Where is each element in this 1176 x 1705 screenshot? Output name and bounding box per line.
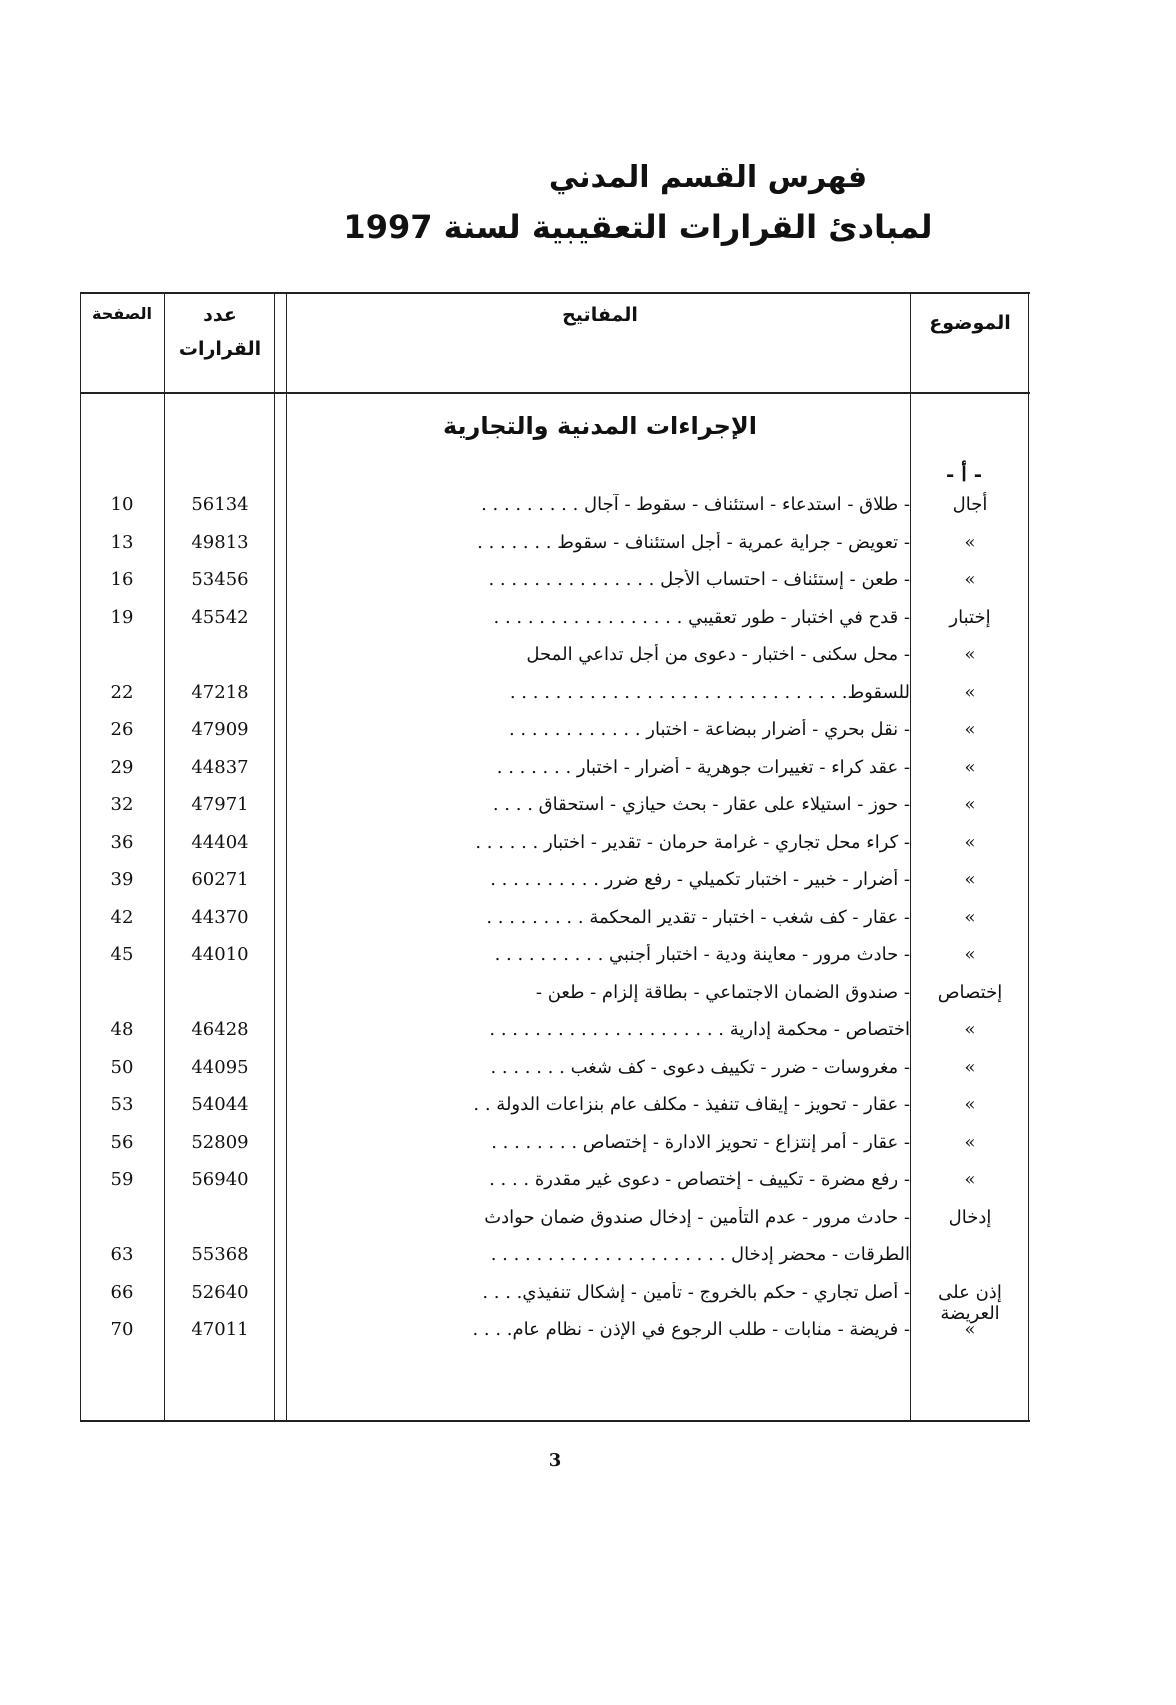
count-cell: 53456 — [191, 569, 249, 590]
keywords-cell: - كراء محل تجاري - غرامة حرمان - تقدير - اختبار . . . . . . — [475, 831, 910, 853]
table-row — [80, 757, 1030, 795]
subject-cell: أجال — [952, 494, 988, 515]
count-cell: 52809 — [191, 1131, 249, 1153]
page-cell: 26 — [110, 719, 134, 740]
count-cell: 49813 — [191, 531, 249, 553]
page-cell: 56 — [110, 1131, 134, 1153]
page-cell: 48 — [110, 1019, 134, 1040]
keywords-cell: - محل سكنى - اختبار - دعوى من أجل تداعي المحل — [526, 644, 910, 665]
keywords-cell: - مغروسات - ضرر - تكييف دعوى - كف شغب . . . . . . . — [490, 1056, 910, 1078]
table-row — [80, 1169, 1030, 1207]
keywords-cell: - فريضة - منابات - طلب الرجوع في الإذن - نظام عام. . . . — [472, 1319, 910, 1340]
keywords-cell: - حوز - استيلاء على عقار - بحث حيازي - استحقاق . . . . — [492, 794, 910, 815]
keywords-cell: - أضرار - خبير - اختبار تكميلي - رفع ضرر . . . . . . . . . . — [490, 869, 910, 890]
page-cell: 19 — [110, 606, 134, 628]
count-cell: 44837 — [191, 756, 249, 778]
table-row — [80, 982, 1030, 1020]
keywords-cell: - أصل تجاري - حكم بالخروج - تأمين - إشكال تنفيذي. . . . — [482, 1281, 910, 1303]
page-cell: 36 — [110, 831, 134, 853]
table-row — [80, 569, 1030, 607]
subject-cell: » — [964, 831, 976, 853]
count-cell: 46428 — [191, 1019, 249, 1040]
keywords-cell: - تعويض - جراية عمرية - أجل استئناف - سقوط . . . . . . . — [477, 531, 910, 553]
keywords-cell: - قدح في اختبار - طور تعقيبي . . . . . . . . . . . . . . . . . — [493, 606, 910, 628]
keywords-cell: - طلاق - استدعاء - استئناف - سقوط - آجال . . . . . . . . . — [481, 494, 910, 515]
keywords-cell: - عقد كراء - تغييرات جوهرية - أضرار - اختبار . . . . . . . — [496, 756, 910, 778]
page-cell: 53 — [110, 1094, 134, 1115]
page-cell: 22 — [110, 681, 134, 703]
keywords-cell: - عقار - أمر إنتزاع - تحويز الادارة - إختصاص . . . . . . . . — [491, 1131, 910, 1153]
count-cell: 47218 — [191, 681, 249, 703]
table-row — [80, 1057, 1030, 1095]
count-cell: 54044 — [191, 1094, 249, 1115]
letter-heading: - أ - — [945, 462, 983, 486]
keywords-cell: - طعن - إستئناف - احتساب الأجل . . . . . . . . . . . . . . . — [488, 569, 910, 590]
page-cell: 29 — [110, 756, 134, 778]
keywords-cell: - حادث مرور - عدم التأمين - إدخال صندوق ضمان حوادث — [484, 1206, 910, 1228]
table-row — [80, 944, 1030, 982]
count-cell: 56940 — [191, 1169, 249, 1190]
page-cell: 45 — [110, 944, 134, 965]
table-row — [80, 1281, 1030, 1324]
page-cell: 10 — [110, 494, 134, 515]
table-row — [80, 1132, 1030, 1170]
count-cell: 44095 — [191, 1056, 249, 1078]
table-row — [80, 832, 1030, 870]
page-cell: 16 — [110, 569, 134, 590]
subject-cell: » — [964, 906, 976, 928]
count-cell: 47971 — [191, 794, 249, 815]
subject-cell: » — [964, 794, 976, 815]
table-row — [80, 1019, 1030, 1057]
subject-cell: » — [964, 1169, 976, 1190]
table-row — [80, 607, 1030, 645]
table-row — [80, 869, 1030, 907]
subject-cell: » — [964, 944, 976, 965]
keywords-cell: اختصاص - محكمة إدارية . . . . . . . . . . . . . . . . . . . . . — [489, 1019, 910, 1040]
subject-cell: » — [964, 644, 976, 665]
page-cell: 66 — [110, 1281, 134, 1303]
keywords-cell: - صندوق الضمان الاجتماعي - بطاقة إلزام - طعن - — [535, 981, 910, 1003]
subject-cell: » — [964, 1056, 976, 1078]
table-row — [80, 682, 1030, 720]
table-row — [80, 532, 1030, 570]
page-cell: 59 — [110, 1169, 134, 1190]
page-cell: 13 — [110, 531, 134, 553]
index-table — [80, 292, 1030, 1422]
table-row — [80, 1319, 1030, 1357]
subject-cell: » — [964, 869, 976, 890]
subject-cell: » — [964, 1319, 976, 1340]
header-count: عدد — [203, 304, 237, 326]
keywords-cell: - عقار - كف شغب - اختبار - تقدير المحكمة . . . . . . . . . — [486, 906, 910, 928]
page-cell: 50 — [110, 1056, 134, 1078]
table-row — [80, 907, 1030, 945]
keywords-cell: - نقل بحري - أضرار ببضاعة - اختبار . . . . . . . . . . . . — [508, 719, 910, 740]
subject-cell: إذن على العريضة — [938, 1281, 1002, 1324]
table-row — [80, 1094, 1030, 1132]
keywords-cell: - رفع مضرة - تكييف - إختصاص - دعوى غير مقدرة . . . . — [489, 1169, 910, 1190]
header-count-2: القرارات — [178, 338, 262, 360]
count-cell: 44370 — [191, 906, 249, 928]
keywords-cell: - حادث مرور - معاينة ودية - اختبار أجنبي . . . . . . . . . . — [494, 944, 910, 965]
subject-cell: إختبار — [949, 606, 991, 628]
table-row — [80, 719, 1030, 757]
table-row — [80, 1207, 1030, 1245]
table-row — [80, 1244, 1030, 1282]
keywords-cell: للسقوط. . . . . . . . . . . . . . . . . . . . . . . . . . . . . . — [509, 681, 910, 703]
page-cell: 32 — [110, 794, 134, 815]
count-cell: 45542 — [191, 606, 249, 628]
keywords-cell: - عقار - تحويز - إيقاف تنفيذ - مكلف عام بنزاعات الدولة . . — [473, 1094, 910, 1115]
count-cell: 44404 — [191, 831, 249, 853]
subject-cell: » — [964, 756, 976, 778]
page-number: 3 — [548, 1450, 562, 1471]
count-cell: 47011 — [191, 1319, 249, 1340]
page-cell: 70 — [110, 1319, 134, 1340]
table-row — [80, 644, 1030, 682]
subject-cell: » — [964, 531, 976, 553]
count-cell: 56134 — [191, 494, 249, 515]
subject-cell: إختصاص — [937, 981, 1003, 1003]
table-row — [80, 494, 1030, 532]
page-cell: 63 — [110, 1244, 134, 1265]
count-cell: 44010 — [191, 944, 249, 965]
header-page: الصفحة — [91, 304, 152, 323]
header-subject: الموضوع — [929, 312, 1011, 334]
page-cell: 42 — [110, 906, 134, 928]
index-subtitle: لمبادئ القرارات التعقيبية لسنة 1997 — [343, 208, 933, 246]
subject-cell: » — [964, 1094, 976, 1115]
count-cell: 47909 — [191, 719, 249, 740]
keywords-cell: الطرقات - محضر إدخال . . . . . . . . . . . . . . . . . . . . . — [490, 1244, 910, 1265]
subject-cell: » — [964, 569, 976, 590]
page-cell: 39 — [110, 869, 134, 890]
section-title: الإجراءات المدنية والتجارية — [442, 412, 758, 440]
subject-cell: » — [964, 1131, 976, 1153]
count-cell: 55368 — [191, 1244, 249, 1265]
subject-cell: » — [964, 719, 976, 740]
count-cell: 52640 — [191, 1281, 249, 1303]
table-row — [80, 794, 1030, 832]
index-title: فهرس القسم المدني — [548, 160, 868, 195]
count-cell: 60271 — [191, 869, 249, 890]
subject-cell: إدخال — [948, 1206, 992, 1228]
header-keywords: المفاتيح — [562, 304, 638, 326]
subject-cell: » — [964, 681, 976, 703]
header-divider — [80, 392, 1030, 394]
subject-cell: » — [964, 1019, 976, 1040]
